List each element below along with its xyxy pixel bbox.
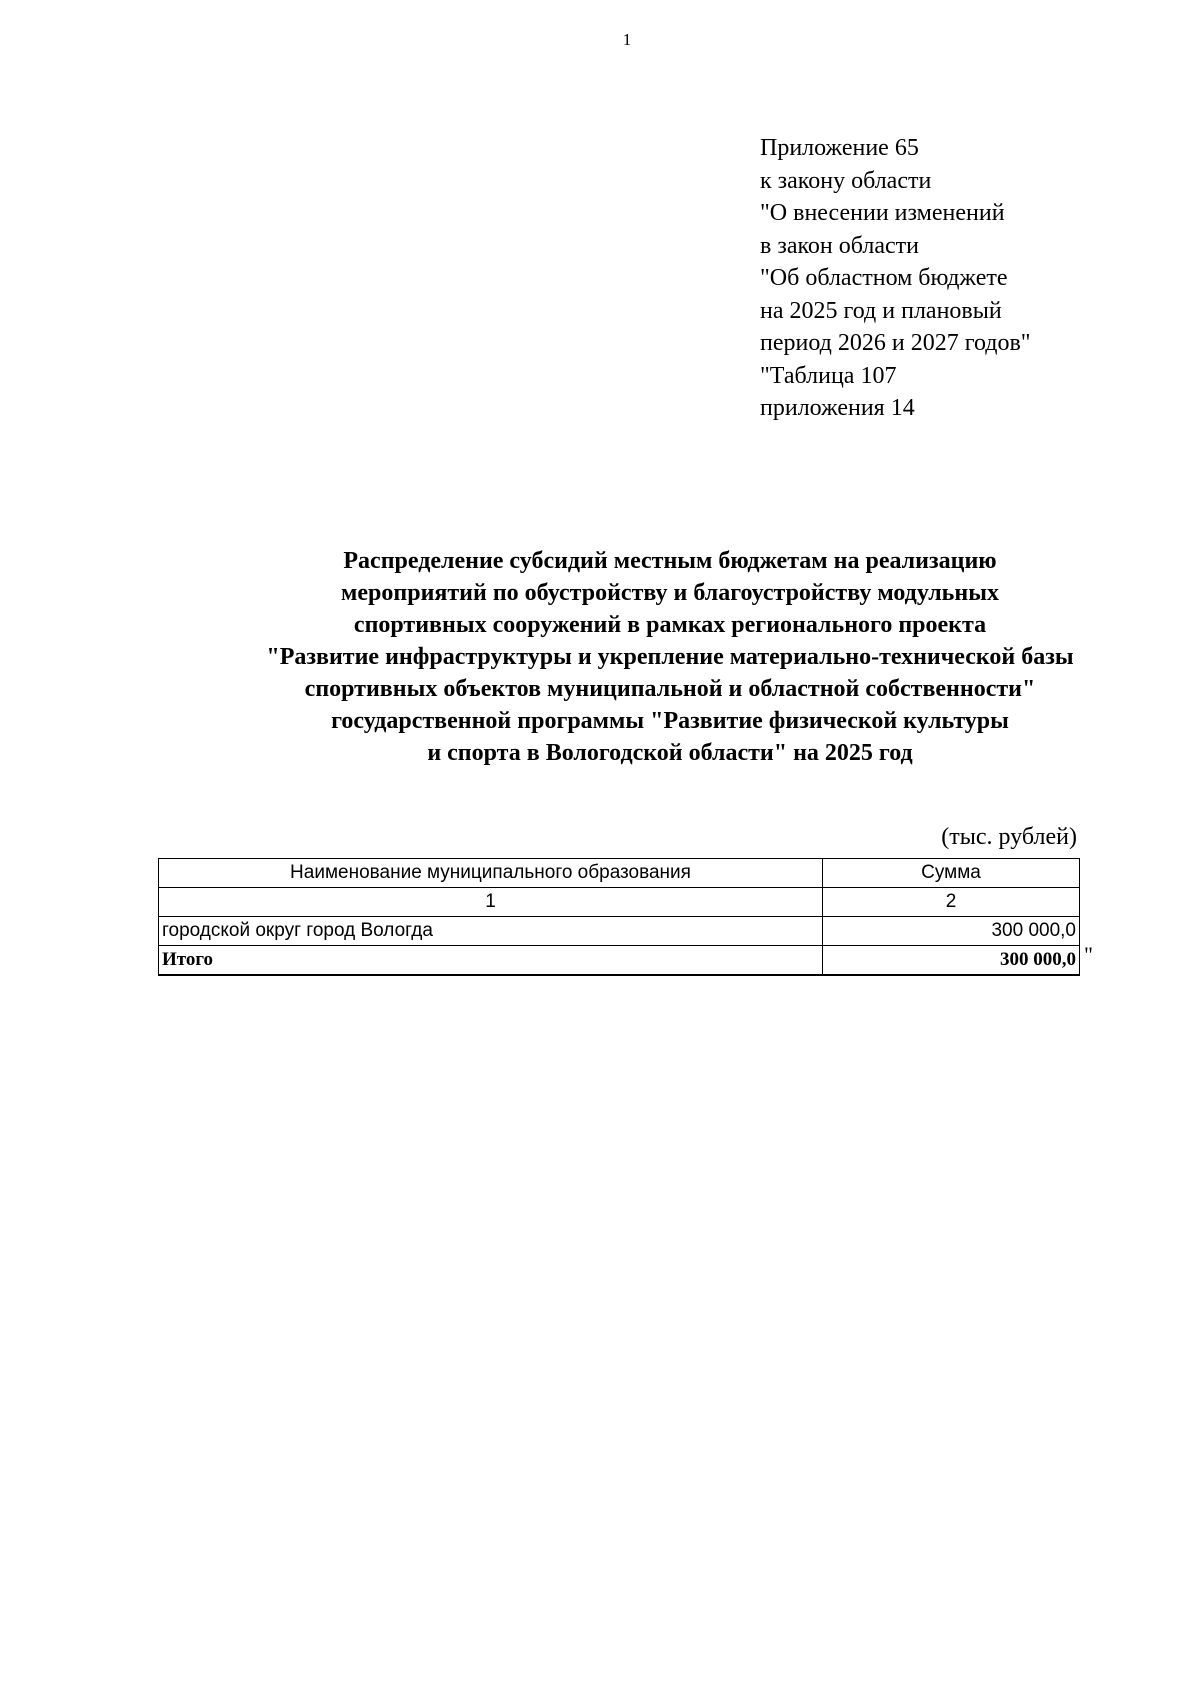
appendix-line: в закон области bbox=[760, 232, 919, 259]
title-line: государственной программы "Развитие физической культуры bbox=[331, 708, 1009, 734]
title-line: и спорта в Вологодской области" на 2025 год bbox=[427, 740, 913, 766]
appendix-reference bbox=[760, 132, 1031, 425]
title-line: спортивных объектов муниципальной и областной собственности" bbox=[304, 676, 1036, 702]
table-row bbox=[159, 917, 1080, 946]
municipality-name: городской округ город Вологда bbox=[159, 917, 823, 946]
units-label: (тыс. рублей) bbox=[941, 824, 1077, 850]
appendix-line: к закону области bbox=[760, 167, 932, 194]
appendix-line: Приложение 65 bbox=[760, 135, 919, 161]
title-line: спортивных сооружений в рамках регионального проекта bbox=[353, 612, 987, 638]
subsidy-table bbox=[158, 858, 1080, 976]
column-number: 1 bbox=[159, 888, 823, 917]
appendix-line: период 2026 и 2027 годов" bbox=[760, 330, 1031, 356]
header-name: Наименование муниципального образования bbox=[159, 859, 823, 888]
table-header-row bbox=[159, 859, 1080, 888]
title-line: мероприятий по обустройству и благоустройству модульных bbox=[341, 580, 999, 606]
appendix-line: приложения 14 bbox=[760, 395, 915, 421]
appendix-line: "Об областном бюджете bbox=[760, 265, 1008, 291]
page-number: 1 bbox=[622, 30, 632, 49]
column-number: 2 bbox=[823, 888, 1080, 917]
title-line: "Развитие инфраструктуры и укрепление материально-технической базы bbox=[266, 644, 1074, 670]
appendix-line: "О внесении изменений bbox=[760, 200, 1005, 226]
appendix-line: "Таблица 107 bbox=[760, 362, 897, 389]
closing-quote: " bbox=[1084, 942, 1093, 967]
appendix-line: на 2025 год и плановый bbox=[760, 297, 1002, 324]
table-total-row bbox=[159, 946, 1080, 975]
subsidy-sum: 300 000,0 bbox=[823, 917, 1080, 946]
header-sum: Сумма bbox=[823, 859, 1080, 888]
document-title bbox=[100, 545, 1200, 769]
table-numbering-row bbox=[159, 888, 1080, 917]
title-line: Распределение субсидий местным бюджетам на реализацию bbox=[343, 548, 997, 574]
total-label: Итого bbox=[159, 946, 823, 975]
total-sum: 300 000,0 bbox=[823, 946, 1080, 975]
